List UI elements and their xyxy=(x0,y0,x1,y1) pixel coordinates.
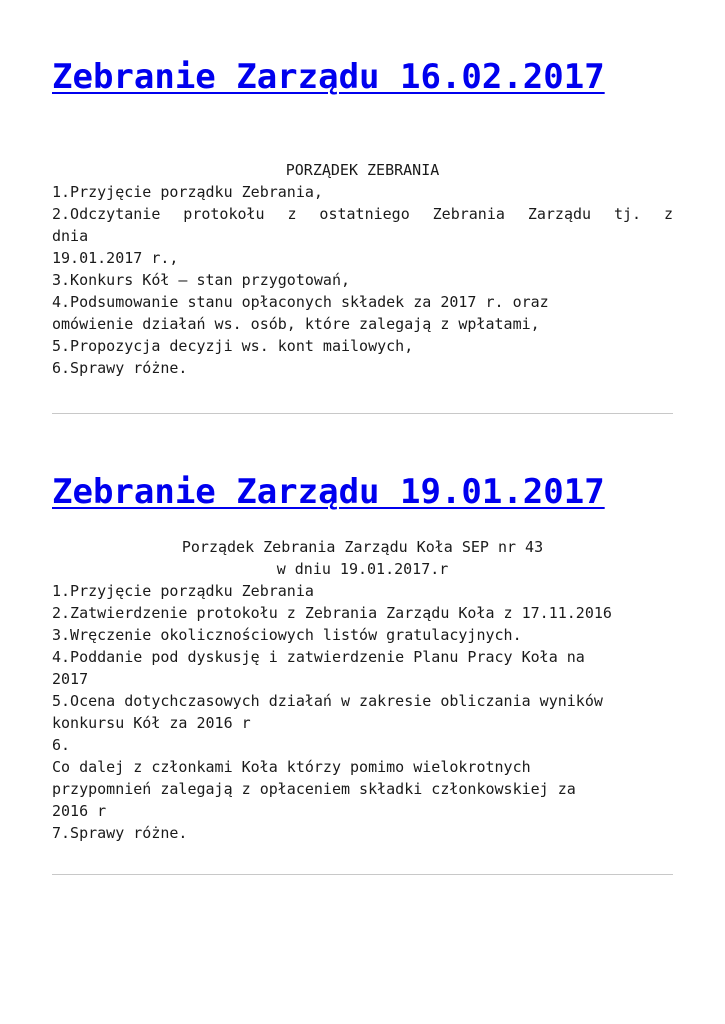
agenda-heading: Porządek Zebrania Zarządu Koła SEP nr 43 xyxy=(181,538,544,556)
agenda-item: 2.Zatwierdzenie protokołu z Zebrania Zarządu Koła z 17.11.2016 xyxy=(52,604,612,622)
post-title-link[interactable]: Zebranie Zarządu 16.02.2017 xyxy=(52,57,605,97)
post-content xyxy=(52,159,673,379)
agenda-item: 6.Sprawy różne. xyxy=(52,359,188,377)
agenda-item: dnia xyxy=(52,227,89,245)
agenda-item: 5.Ocena dotychczasowych działań w zakresie obliczania wyników xyxy=(52,692,603,710)
agenda-item: 5.Propozycja decyzji ws. kont mailowych, xyxy=(52,337,414,355)
agenda-item: 2017 xyxy=(52,670,89,688)
post-divider xyxy=(52,874,673,875)
agenda-item: 2.Odczytanie protokołu z ostatniego Zebrania Zarządu tj. z xyxy=(52,205,673,223)
agenda-item: przypomnień zalegają z opłaceniem składki członkowskiej za xyxy=(52,780,576,798)
agenda-item: 4.Poddanie pod dyskusję i zatwierdzenie Planu Pracy Koła na xyxy=(52,648,585,666)
post-16-02-2017 xyxy=(52,55,673,379)
agenda-item: Co dalej z członkami Koła którzy pomimo wielokrotnych xyxy=(52,758,531,776)
agenda-heading: PORZĄDEK ZEBRANIA xyxy=(285,161,440,179)
agenda-item: 3.Wręczenie okolicznościowych listów gratulacyjnych. xyxy=(52,626,522,644)
post-divider xyxy=(52,413,673,414)
agenda-item: omówienie działań ws. osób, które zalegają z wpłatami, xyxy=(52,315,540,333)
agenda-date: w dniu 19.01.2017.r xyxy=(276,560,449,578)
post-title-link[interactable]: Zebranie Zarządu 19.01.2017 xyxy=(52,472,605,512)
agenda-item: 2016 r xyxy=(52,802,107,820)
agenda-item: 3.Konkurs Kół – stan przygotowań, xyxy=(52,271,351,289)
post-title xyxy=(52,470,673,514)
agenda-item: konkursu Kół za 2016 r xyxy=(52,714,251,732)
post-19-01-2017 xyxy=(52,470,673,844)
post-content xyxy=(52,536,673,844)
agenda-item: 1.Przyjęcie porządku Zebrania, xyxy=(52,183,323,201)
agenda-item: 4.Podsumowanie stanu opłaconych składek za 2017 r. oraz xyxy=(52,293,549,311)
post-title xyxy=(52,55,673,99)
agenda-item: 19.01.2017 r., xyxy=(52,249,179,267)
agenda-item: 1.Przyjęcie porządku Zebrania xyxy=(52,582,314,600)
agenda-item: 6. xyxy=(52,736,71,754)
agenda-item: 7.Sprawy różne. xyxy=(52,824,188,842)
